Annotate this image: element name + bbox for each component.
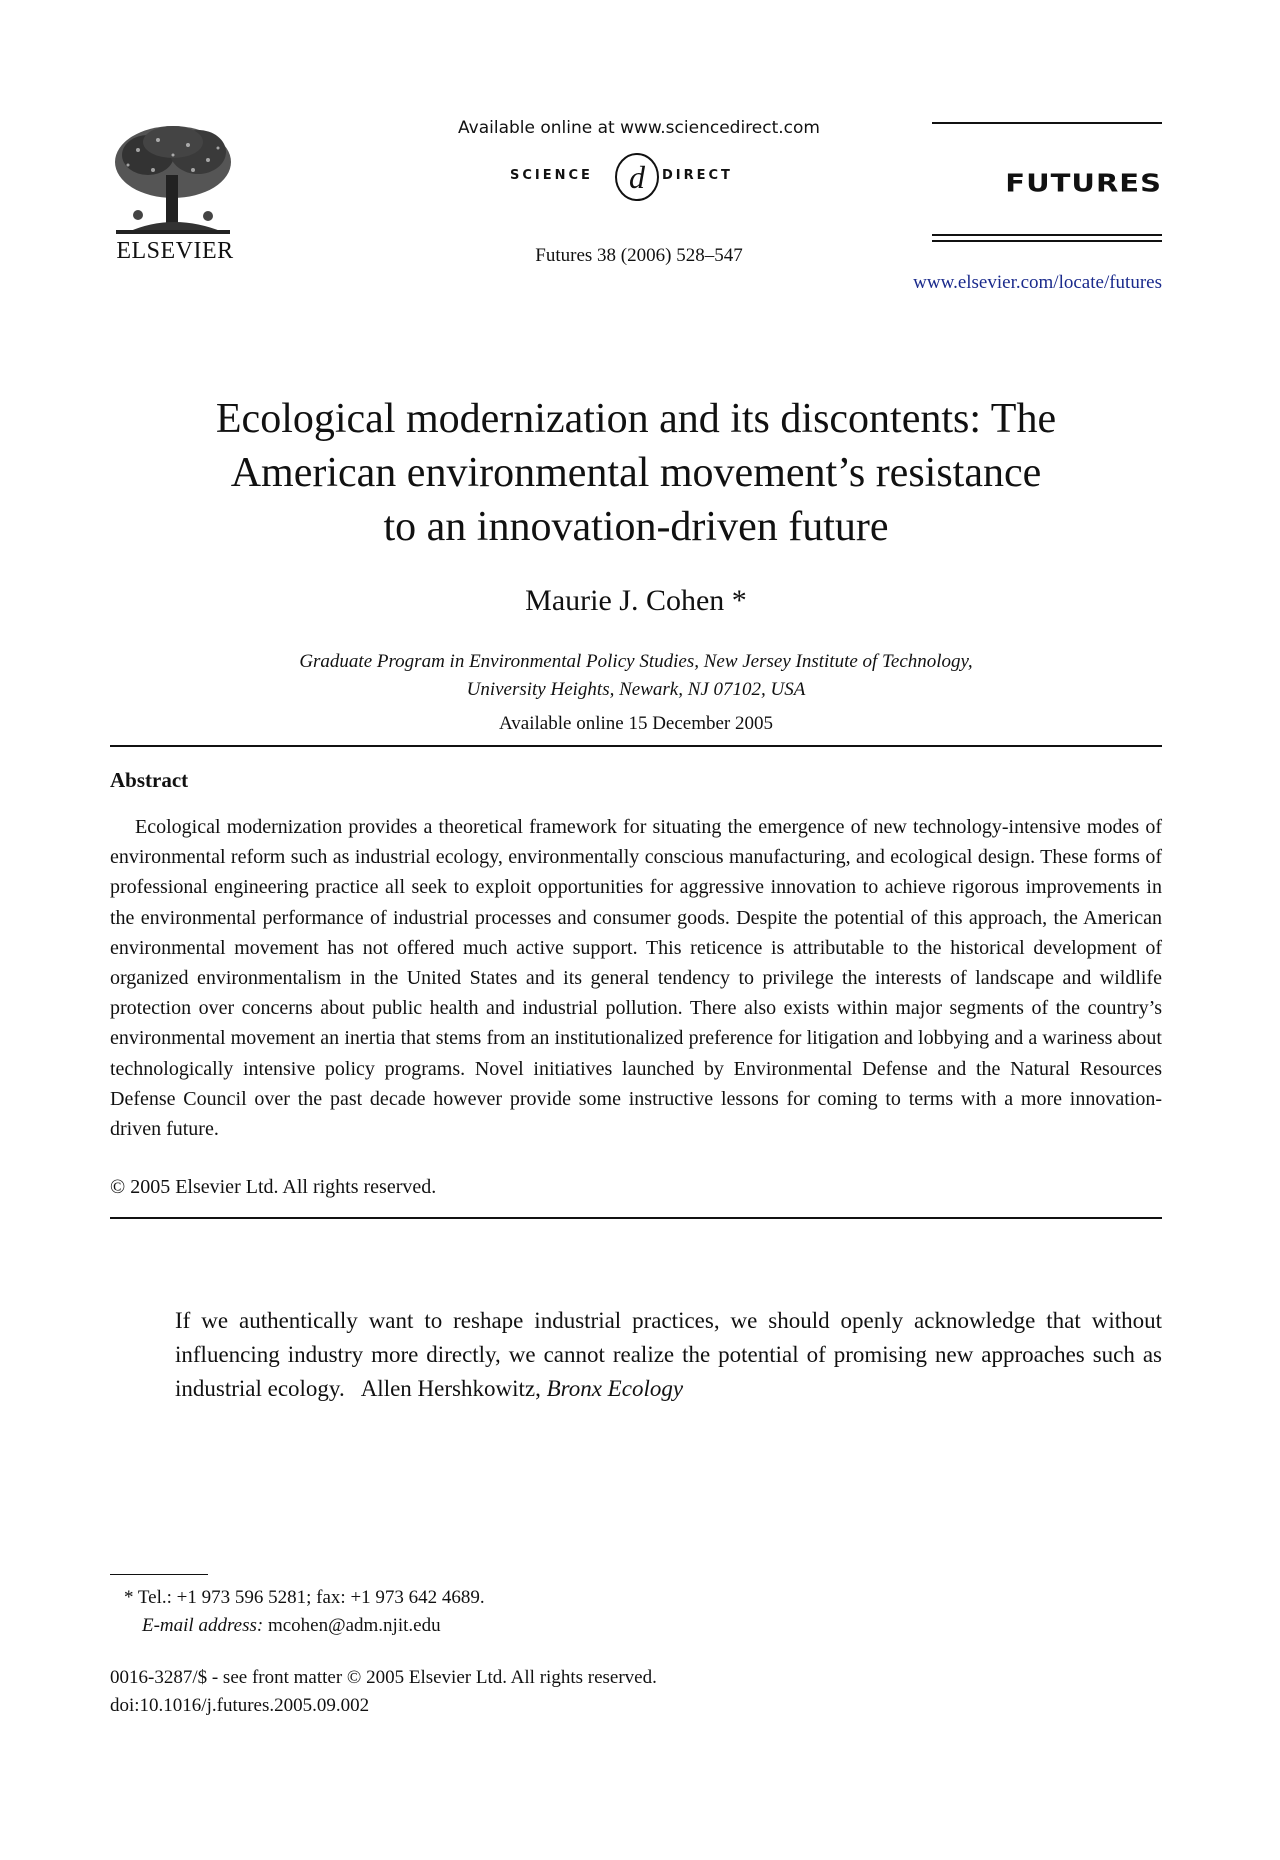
journal-masthead xyxy=(932,122,1162,242)
tree-logo-icon xyxy=(108,120,238,240)
journal-name: FUTURES xyxy=(1005,168,1162,198)
abstract-copyright: © 2005 Elsevier Ltd. All rights reserved. xyxy=(110,1176,437,1198)
footnote-rule xyxy=(110,1574,208,1575)
author-affiliation xyxy=(110,648,1162,704)
epigraph-source: Bronx Ecology xyxy=(546,1376,684,1401)
email-address-link[interactable]: mcohen@adm.njit.edu xyxy=(267,1615,441,1636)
sciencedirect-mark: d xyxy=(629,159,645,195)
abstract-bottom-divider xyxy=(110,1217,1162,1219)
abstract-top-divider xyxy=(110,745,1162,747)
issn-line: 0016-3287/$ - see front matter © 2005 Elsevier Ltd. All rights reserved. xyxy=(110,1667,657,1688)
abstract-body: Ecological modernization provides a theoretical framework for situating the emergence of new technology-intensive modes of environmental reform such as industrial ecology, environmentally conscious manufacturing, and ecological design. These forms of professional engineering practice all seek to exploit opportunities for aggressive innovation to achieve rigorous improvements in the environmental performance of industrial processes and consumer goods. Despite the potential of this approach, the American environmental movement has not offered much active support. This reticence is attributable to the historical development of organized environmentalism in the United States and its general tendency to privilege the interests of landscape and wildlife protection over concerns about public health and industrial pollution. There also exists within major segments of the country’s environmental movement an inertia that stems from an institutionalized preference for litigation and lobbying and a wariness about technologically intensive policy programs. Novel initiatives launched by Environmental Defense and the Natural Resources Defense Council over the past decade however provide some instructive lessons for coming to terms with a more innovation-driven future. xyxy=(110,816,1162,1141)
epigraph-quote: If we authentically want to reshape industrial practices, we should openly acknowledge that without influencing industry more directly, we cannot realize the potential of promising new approaches such as industrial ecology. xyxy=(175,1308,1162,1401)
masthead-double-rule xyxy=(932,234,1162,242)
affiliation-line: Graduate Program in Environmental Policy Studies, New Jersey Institute of Technology, xyxy=(299,651,973,672)
masthead-top-rule xyxy=(932,122,1162,124)
title-line: Ecological modernization and its discontents: The xyxy=(215,396,1057,442)
email-label: E-mail address: xyxy=(142,1615,264,1636)
footnote-email-line xyxy=(124,1612,485,1640)
sciencedirect-left-word: SCIENCE xyxy=(510,168,593,183)
author-footnote xyxy=(124,1584,485,1640)
title-line: to an innovation-driven future xyxy=(383,504,889,550)
front-matter xyxy=(110,1664,657,1720)
footnote-contact: * Tel.: +1 973 596 5281; fax: +1 973 642 4689. xyxy=(124,1587,485,1608)
doi-link[interactable]: doi:10.1016/j.futures.2005.09.002 xyxy=(110,1695,370,1716)
available-online-date: Available online 15 December 2005 xyxy=(499,713,773,734)
affiliation-line: University Heights, Newark, NJ 07102, USA xyxy=(466,679,806,700)
epigraph-attribution: Allen Hershkowitz, xyxy=(360,1376,541,1401)
epigraph xyxy=(175,1304,1162,1406)
title-line: American environmental movement’s resistance xyxy=(230,450,1042,496)
sciencedirect-at-icon xyxy=(614,152,660,202)
journal-citation: Futures 38 (2006) 528–547 xyxy=(535,245,743,266)
journal-url-link[interactable]: www.elsevier.com/locate/futures xyxy=(913,272,1162,293)
abstract-heading: Abstract xyxy=(110,768,189,792)
sciencedirect-logo xyxy=(510,152,770,202)
sciencedirect-right-word: DIRECT xyxy=(662,168,733,183)
sciencedirect-availability: Available online at www.sciencedirect.com xyxy=(458,118,820,138)
author-name: Maurie J. Cohen * xyxy=(525,584,747,617)
publisher-name: ELSEVIER xyxy=(116,238,234,264)
publisher-logo xyxy=(108,120,242,265)
article-title xyxy=(110,392,1162,554)
